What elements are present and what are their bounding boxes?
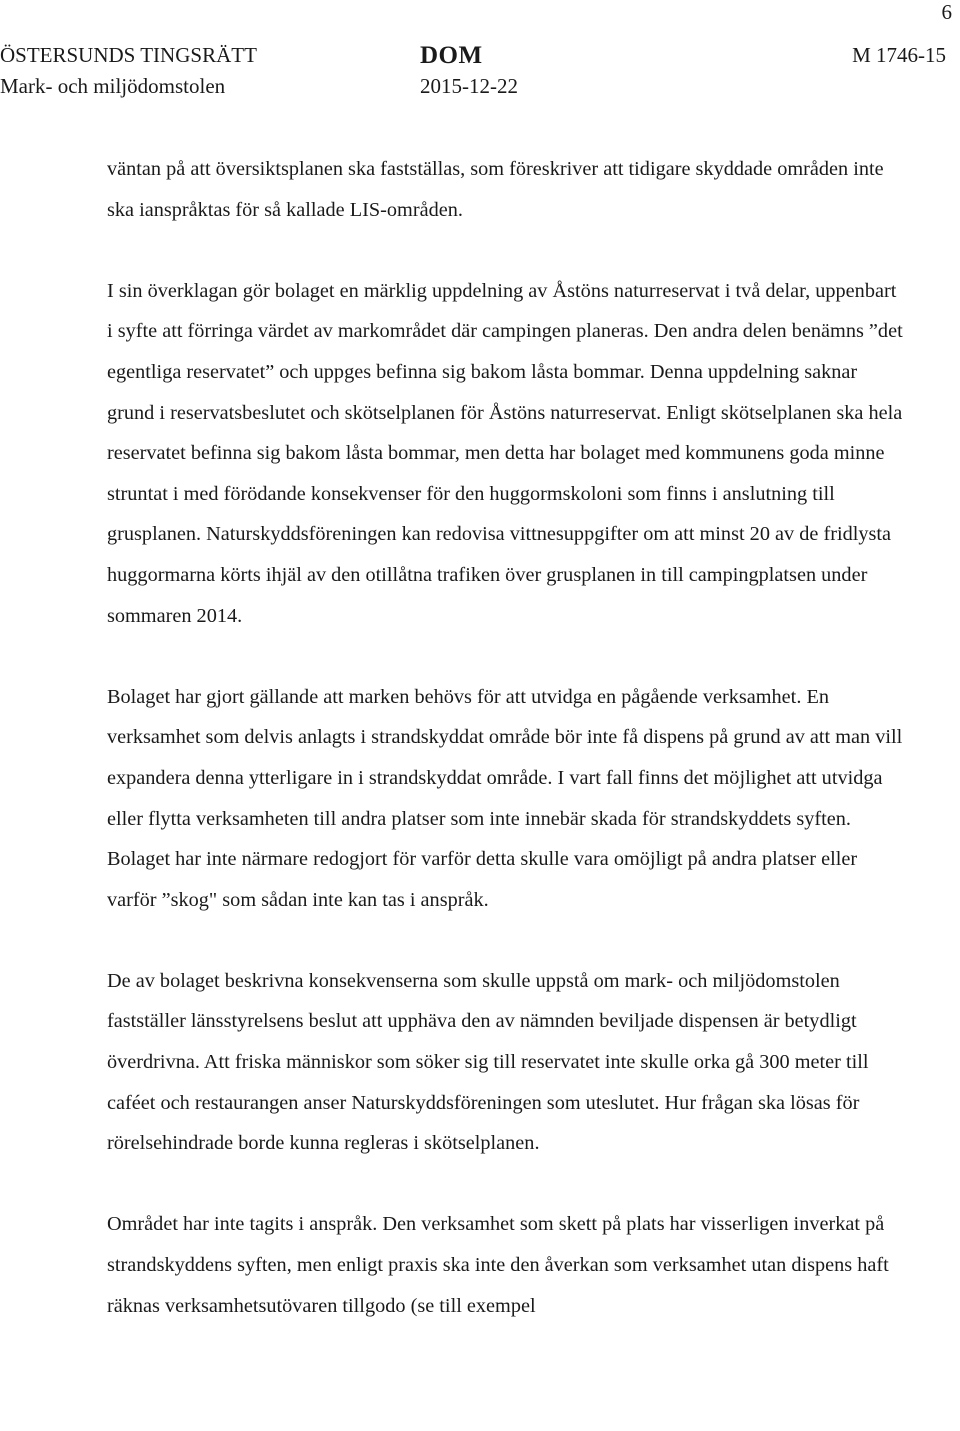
document-type: DOM	[420, 42, 483, 69]
paragraph: väntan på att översiktsplanen ska fastställas, som föreskriver att tidigare skyddade områden inte ska ianspråktas för så kallade LIS-områden.	[107, 158, 884, 221]
document-body	[107, 149, 907, 1367]
paragraph: I sin överklagan gör bolaget en märklig uppdelning av Åstöns naturreservat i två delar, uppenbart i syfte att förringa värdet av markområdet där campingen planeras. Den andra delen benämns ”det egentliga reservatet” och uppges befinna sig bakom låsta bommar. Denna uppdelning saknar grund i reservatsbeslutet och skötselplanen för Åstöns naturreservat. Enligt skötselplanen ska hela reservatet befinna sig bakom låsta bommar, men detta har bolaget med kommunens goda minne struntat i med förödande konsekvenser för den huggormskoloni som finns i anslutning till grusplanen. Naturskyddsföreningen kan redovisa vittnesuppgifter om att minst 20 av de fridlysta huggormarna körts ihjäl av den otillåtna trafiken över grusplanen in till campingplatsen under sommaren 2014.	[107, 279, 903, 627]
paragraph: De av bolaget beskrivna konsekvenserna som skulle uppstå om mark- och miljödomstolen fastställer länsstyrelsens beslut att upphäva den av nämnden beviljade dispensen är betydligt överdrivna. Att friska människor som söker sig till reservatet inte skulle orka gå 300 meter till caféet och restaurangen anser Naturskyddsföreningen som uteslutet. Hur frågan ska lösas för rörelsehindrade borde kunna regleras i skötselplanen.	[107, 969, 869, 1155]
document-date: 2015-12-22	[420, 74, 518, 98]
page-number: 6	[941, 0, 952, 24]
case-number: M 1746-15	[852, 43, 946, 67]
paragraph: Bolaget har gjort gällande att marken behövs för att utvidga en pågående verksamhet. En verksamhet som delvis anlagts i strandskyddat område bör inte få dispens på grund av att man vill expandera denna ytterligare in i strandskyddat område. I vart fall finns det möjlighet att utvidga eller flytta verksamheten till andra platser som inte innebär skada för strandskyddets syften. Bolaget har inte närmare redogjort för varför detta skulle vara omöjligt på andra platser eller varför ”skog" som sådan inte kan tas i anspråk.	[107, 685, 903, 911]
court-division: Mark- och miljödomstolen	[0, 74, 226, 98]
paragraph: Området har inte tagits i anspråk. Den verksamhet som skett på plats har visserligen inverkat på strandskyddens syften, men enligt praxis ska inte den åverkan som verksamhet utan dispens haft räknas verksamhetsutövaren tillgodo (se till exempel	[107, 1213, 889, 1317]
document-header	[0, 40, 960, 110]
document-type-block	[420, 40, 518, 102]
court-block	[0, 40, 257, 102]
court-name: ÖSTERSUNDS TINGSRÄTT	[0, 43, 257, 67]
